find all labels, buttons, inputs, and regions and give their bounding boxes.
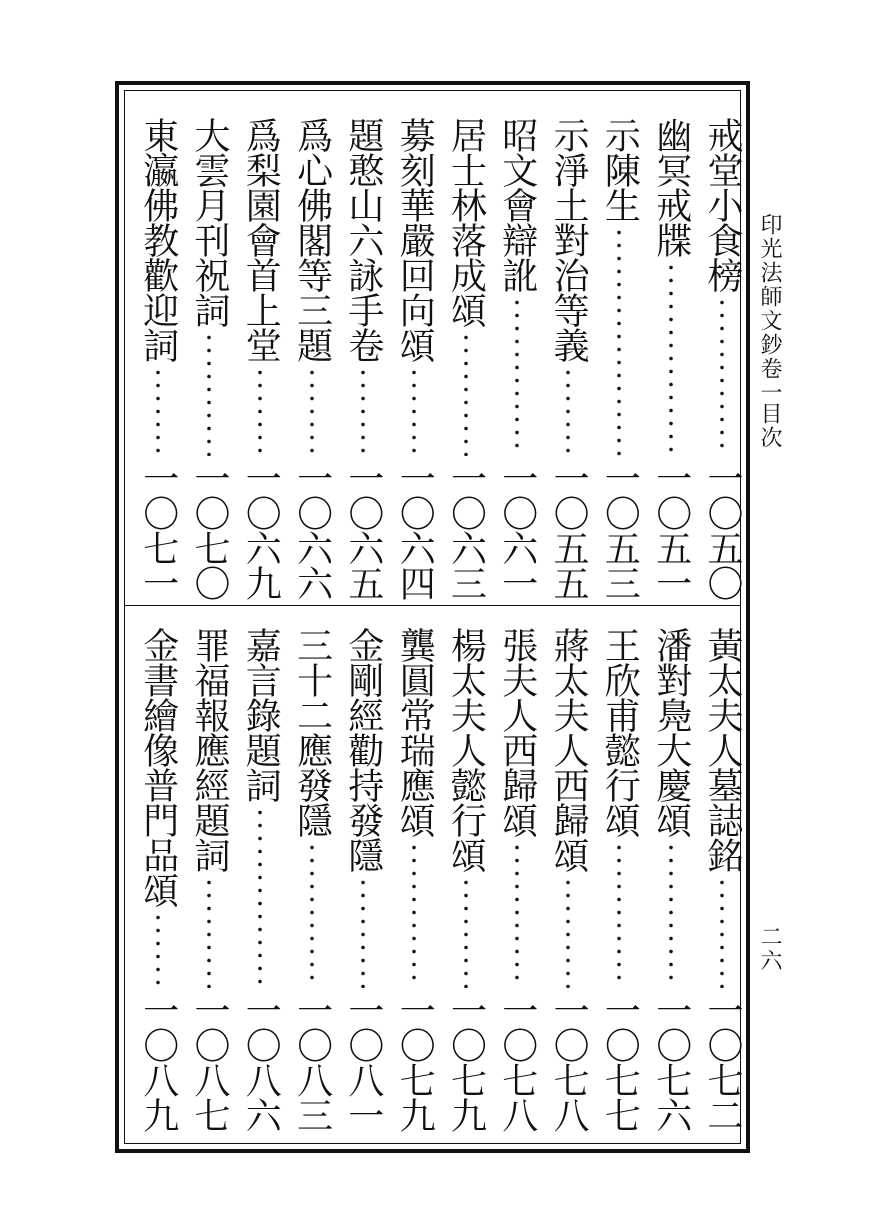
dot-leader xyxy=(668,261,674,456)
toc-entry-title: 三十二應發隱 xyxy=(291,627,333,837)
toc-entry-title: 幽冥戒牒 xyxy=(650,117,692,257)
toc-entry[interactable] xyxy=(444,117,488,600)
toc-entry[interactable] xyxy=(649,627,693,1132)
toc-entry-title: 黃太夫人墓誌銘 xyxy=(702,627,743,872)
toc-entry-page-number: 一〇七九 xyxy=(445,992,487,1132)
toc-entry[interactable] xyxy=(649,117,693,600)
toc-entry-page-number: 一〇七七 xyxy=(599,992,641,1132)
toc-entry[interactable] xyxy=(495,627,539,1132)
toc-entry-page-number: 一〇七〇 xyxy=(189,460,230,600)
toc-entry[interactable] xyxy=(546,117,590,600)
dot-leader xyxy=(360,876,366,988)
toc-entry-page-number: 一〇八三 xyxy=(291,992,333,1132)
toc-entry-title: 居士林落成頌 xyxy=(445,117,487,327)
dot-leader xyxy=(411,366,417,456)
toc-entry-title: 爲心佛閣等三題 xyxy=(291,117,333,362)
toc-entry-page-number: 一〇七二 xyxy=(702,992,743,1132)
toc-entry-page-number: 一〇五五 xyxy=(548,460,590,600)
toc-entry[interactable] xyxy=(444,627,488,1132)
dot-leader xyxy=(309,841,315,988)
toc-entry[interactable] xyxy=(392,627,436,1132)
toc-entry-title: 龔圓常瑞應頌 xyxy=(394,627,436,837)
toc-entry[interactable] xyxy=(546,627,590,1132)
toc-entry[interactable] xyxy=(597,627,641,1132)
dot-leader xyxy=(360,366,366,456)
toc-entry-title: 金剛經勸持發隱 xyxy=(342,627,384,872)
toc-entry-page-number: 一〇七一 xyxy=(137,460,179,600)
toc-entry-title: 張夫人西歸頌 xyxy=(496,627,538,837)
toc-entry-page-number: 一〇七九 xyxy=(394,992,436,1132)
toc-entry-page-number: 一〇六六 xyxy=(291,460,333,600)
toc-entry-title: 昭文會辯訛 xyxy=(496,117,538,292)
toc-entry[interactable] xyxy=(136,627,180,1132)
toc-entry[interactable] xyxy=(341,627,385,1132)
toc-entry-page-number: 一〇五〇 xyxy=(702,460,743,600)
toc-entry-title: 爲梨園會首上堂 xyxy=(240,117,282,362)
toc-entry-title: 戒堂小食榜 xyxy=(702,117,743,292)
toc-entry-title: 募刻華嚴回向頌 xyxy=(394,117,436,362)
toc-entry-title: 蔣太夫人西歸頌 xyxy=(548,627,590,872)
toc-entry-page-number: 一〇六五 xyxy=(342,460,384,600)
toc-entry[interactable] xyxy=(290,117,334,600)
toc-entry[interactable] xyxy=(187,627,231,1132)
toc-entry-page-number: 一〇七八 xyxy=(548,992,590,1132)
toc-entry-page-number: 一〇六一 xyxy=(496,460,538,600)
toc-entry-page-number: 一〇八七 xyxy=(189,992,230,1132)
toc-entry-title: 潘對鳧大慶頌 xyxy=(650,627,692,837)
toc-entry[interactable] xyxy=(238,627,282,1132)
toc-entry-page-number: 一〇六三 xyxy=(445,460,487,600)
dot-leader xyxy=(463,876,469,988)
toc-entry-page-number: 一〇七八 xyxy=(496,992,538,1132)
dot-leader xyxy=(257,806,263,988)
toc-entry[interactable] xyxy=(700,627,744,1132)
dot-leader xyxy=(616,841,622,988)
toc-entry-title: 示陳生 xyxy=(599,117,641,222)
toc-entry-title: 示淨土對治等義 xyxy=(548,117,590,362)
toc-entry-title: 王欣甫懿行頌 xyxy=(599,627,641,837)
dot-leader xyxy=(668,841,674,988)
dot-leader xyxy=(155,911,161,988)
dot-leader xyxy=(206,876,212,988)
dot-leader xyxy=(616,226,622,456)
toc-entry-title: 楊太夫人懿行頌 xyxy=(445,627,487,872)
toc-entry-title: 大雲月刊祝詞 xyxy=(189,117,230,327)
toc-entry-page-number: 一〇五一 xyxy=(650,460,692,600)
toc-entry-title: 東瀛佛教歡迎詞 xyxy=(137,117,179,362)
toc-entry-page-number: 一〇六四 xyxy=(394,460,436,600)
toc-entry[interactable] xyxy=(290,627,334,1132)
toc-entry-page-number: 一〇六九 xyxy=(240,460,282,600)
dot-leader xyxy=(206,331,212,456)
dot-leader xyxy=(309,366,315,456)
toc-entry-page-number: 一〇八六 xyxy=(240,992,282,1132)
dot-leader xyxy=(463,331,469,456)
toc-entry-page-number: 一〇七六 xyxy=(650,992,692,1132)
dot-leader xyxy=(514,841,520,988)
toc-entry-title: 金書繪像普門品頌 xyxy=(137,627,179,907)
dot-leader xyxy=(565,876,571,988)
dot-leader xyxy=(514,296,520,456)
dot-leader xyxy=(411,841,417,988)
toc-entry[interactable] xyxy=(597,117,641,600)
toc-entry[interactable] xyxy=(341,117,385,600)
register-divider xyxy=(124,605,741,606)
toc-entry-page-number: 一〇八九 xyxy=(137,992,179,1132)
toc-entry-title: 嘉言錄題詞 xyxy=(240,627,282,802)
toc-entry[interactable] xyxy=(495,117,539,600)
running-head-book-title: 印光法師文鈔卷一 xyxy=(757,213,782,405)
toc-entry[interactable] xyxy=(392,117,436,600)
toc-entry-page-number: 一〇八一 xyxy=(342,992,384,1132)
toc-entry[interactable] xyxy=(136,117,180,600)
dot-leader xyxy=(565,366,571,456)
dot-leader xyxy=(155,366,161,456)
dot-leader xyxy=(257,366,263,456)
folio-number: 二六 xyxy=(757,925,782,973)
dot-leader xyxy=(719,876,725,988)
toc-entry-title: 題憨山六詠手卷 xyxy=(342,117,384,362)
toc-entry[interactable] xyxy=(187,117,231,600)
toc-entry-page-number: 一〇五三 xyxy=(599,460,641,600)
toc-entry[interactable] xyxy=(700,117,744,600)
running-head-section: 目次 xyxy=(757,402,782,450)
toc-entry[interactable] xyxy=(238,117,282,600)
dot-leader xyxy=(719,296,725,456)
toc-entry-title: 罪福報應經題詞 xyxy=(189,627,230,872)
